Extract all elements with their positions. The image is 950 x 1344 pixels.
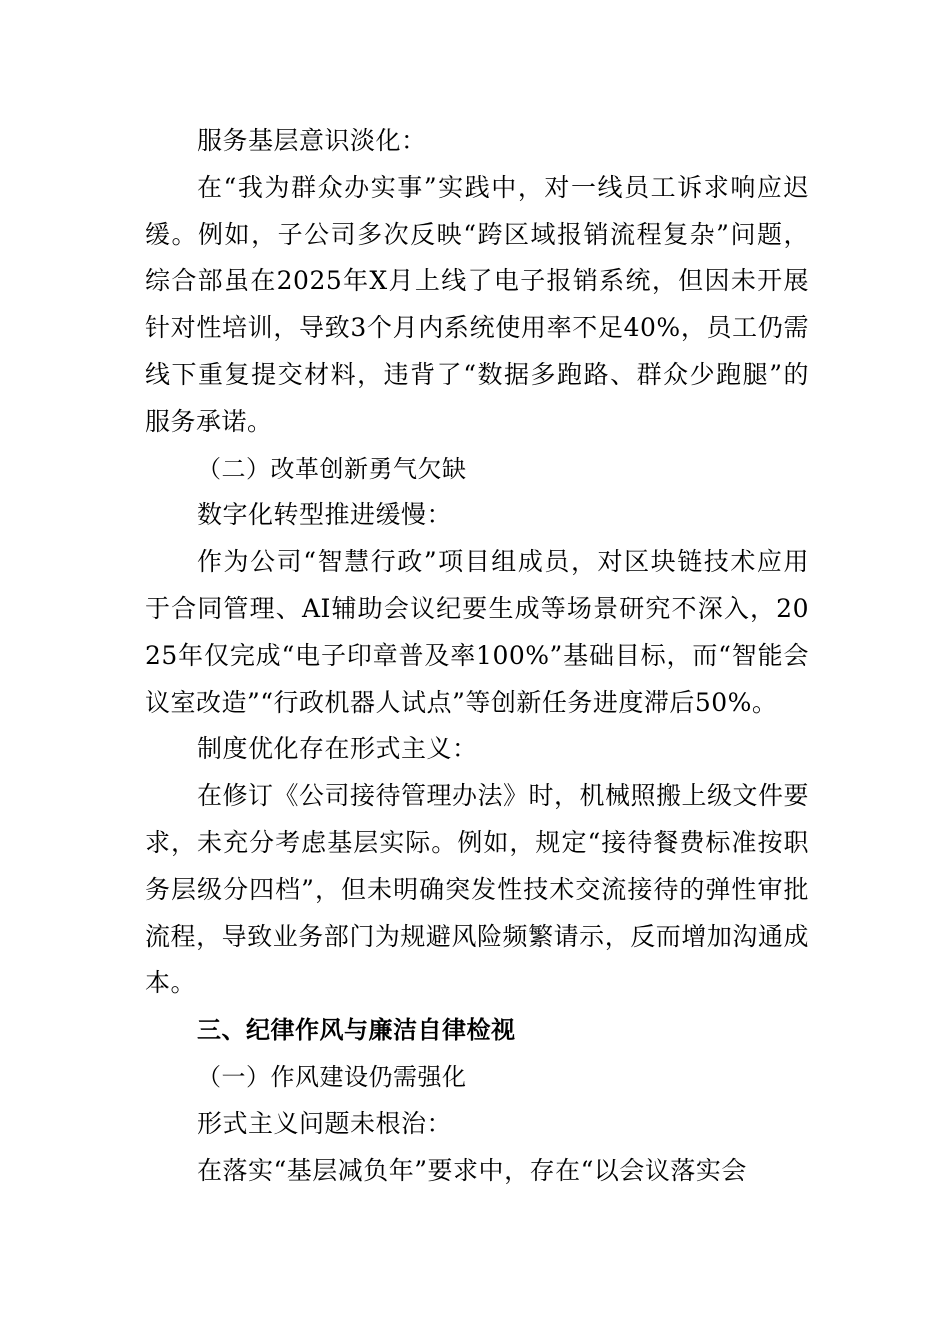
paragraph-digital-transformation-detail: 作为公司“智慧行政”项目组成员，对区块链技术应用于合同管理、AI辅助会议纪要生成等场景研究不深入，2025年仅完成“电子印章普及率100%”基础目标，而“智能会议室改造”“行政机器人试点”等创新任务进度滞后50%。 <box>145 547 809 717</box>
paragraph-service-awareness-detail: 在“我为群众办实事”实践中，对一线员工诉求响应迟缓。例如，子公司多次反映“跨区域报销流程复杂”问题，综合部虽在2025年X月上线了电子报销系统，但因未开展针对性培训，导致3个月内系统使用率不足40%，员工仍需线下重复提交材料，违背了“数据多跑路、群众少跑腿”的服务承诺。 <box>145 172 809 436</box>
paragraph-digital-transformation-title: 数字化转型推进缓慢： <box>197 500 453 530</box>
section-heading-reform-innovation: （二）改革创新勇气欠缺 <box>197 454 467 483</box>
section-heading-work-style: （一）作风建设仍需强化 <box>197 1062 467 1091</box>
paragraph-formalism-detail: 在修订《公司接待管理办法》时，机械照搬上级文件要求，未充分考虑基层实际。例如，规定“接待餐费标准按职务层级分四档”，但未明确突发性技术交流接待的弹性审批流程，导致业务部门为规避风险频繁请示，反而增加沟通成本。 <box>145 781 810 998</box>
paragraph-formalism-unresolved-title: 形式主义问题未根治： <box>197 1108 453 1138</box>
chapter-heading-discipline-review: 三、纪律作风与廉洁自律检视 <box>197 1016 516 1045</box>
document-body <box>145 118 809 1194</box>
paragraph-formalism-title: 制度优化存在形式主义： <box>197 734 478 764</box>
paragraph-grassroots-burden-detail: 在落实“基层减负年”要求中，存在“以会议落实会 <box>197 1155 747 1185</box>
paragraph-service-awareness-title: 服务基层意识淡化： <box>197 126 427 155</box>
